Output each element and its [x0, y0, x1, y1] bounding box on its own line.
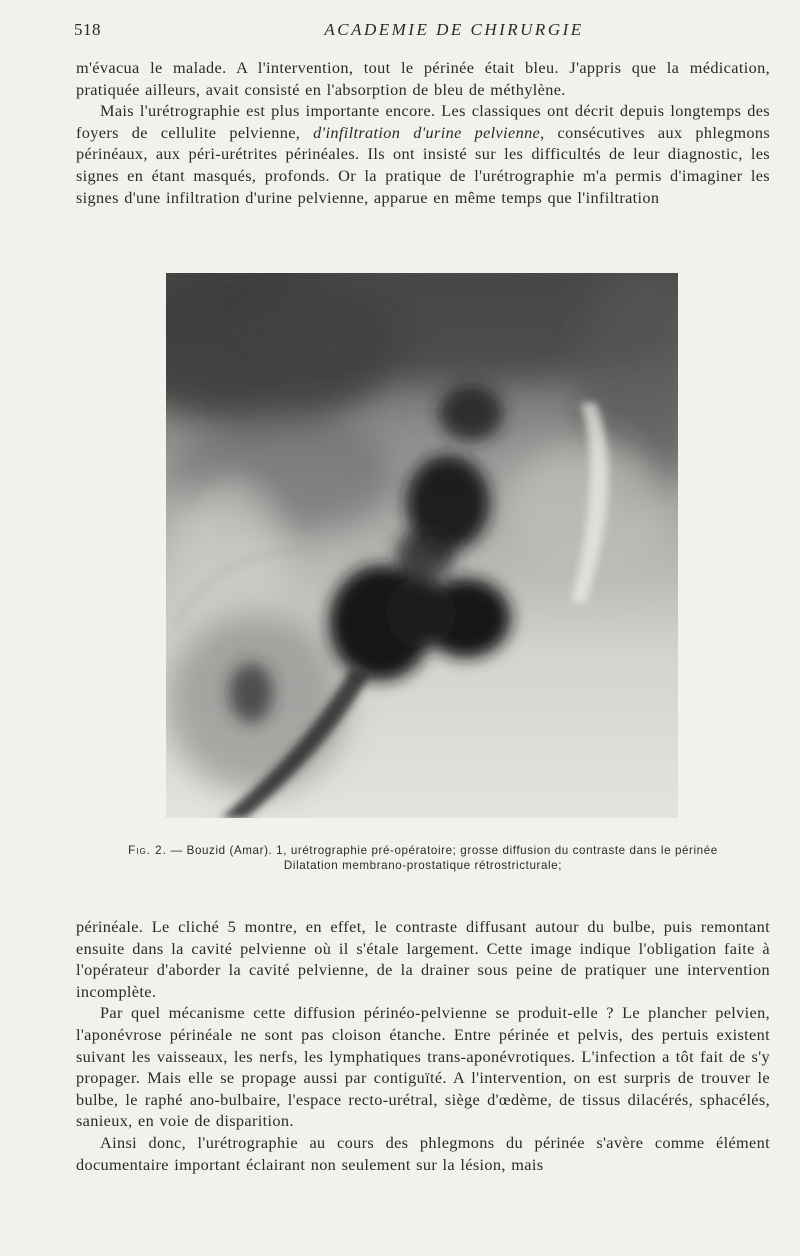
paragraph: Par quel mécanisme cette diffusion périnéo-pelvienne se produit-elle ? Le plancher pelvien, l'aponévrose périnéale ne sont pas cloison étanche. Entre périnée et pelvis, des pertuis existent suivant les vaisseaux, les nerfs, les lymphatiques trans-aponévrotiques. L'infection a tôt fait de s'y propager. Mais elle se propage aussi par contiguïté. A l'intervention, on est surpris de trouver le bulbe, le raphé ano-bulbaire, l'espace recto-urétral, siège d'œdème, de tissus dilacérés, sphacélés, sanieux, en voie de disparition. — [76, 1003, 770, 1131]
figure-label: Fig. 2. — [128, 844, 167, 857]
caption-text: — Bouzid (Amar). 1, urétrographie pré-opératoire; grosse diffusion du contraste dans le périnée — [166, 844, 718, 857]
body-text-top — [76, 57, 770, 208]
paragraph: Ainsi donc, l'urétrographie au cours des phlegmons du périnée s'avère comme élément documentaire important éclairant non seulement sur la lésion, mais — [76, 1132, 770, 1174]
body-text-bottom — [76, 916, 770, 1175]
paragraph: m'évacua le malade. A l'intervention, tout le périnée était bleu. J'appris que la médication, pratiquée ailleurs, avait consisté en l'absorption de bleu de méthylène. — [76, 58, 770, 99]
xray-image — [166, 273, 678, 818]
text-run: Mais l'urétrographie est plus importante encore. Les classiques ont décrit depuis longtemps des foyers de cellulite pelvienne, — [76, 101, 770, 142]
page-number: 518 — [74, 20, 101, 39]
urethrography-radiograph — [166, 273, 678, 818]
paragraph: périnéale. Le cliché 5 montre, en effet, le contraste diffusant autour du bulbe, puis remontant ensuite dans la cavité pelvienne où il s'étale largement. Cette image indique l'obligation faite à l'opérateur d'aborder la cavité pelvienne, de la drainer sous peine de pratiquer une intervention incomplète. — [76, 917, 770, 1001]
running-title: ACADEMIE DE CHIRURGIE — [324, 20, 584, 39]
italic-term: d'infiltration d'urine pelvienne — [313, 122, 541, 142]
text-run: , consécutives aux phlegmons périnéaux, aux péri-urétrites périnéales. Ils ont insisté sur les difficultés de leur diagnostic, les signes en étant masqués, profonds. Or la pratique de l'urétrographie m'a permis d'imaginer les signes d'une infiltration d'urine pelvienne, apparue en même temps que l'infiltration — [76, 122, 770, 207]
figure-caption — [76, 843, 770, 858]
paragraph — [76, 100, 770, 208]
figure-caption-line2: Dilatation membrano-prostatique rétrostricturale; — [283, 859, 563, 872]
page-header — [74, 20, 774, 44]
